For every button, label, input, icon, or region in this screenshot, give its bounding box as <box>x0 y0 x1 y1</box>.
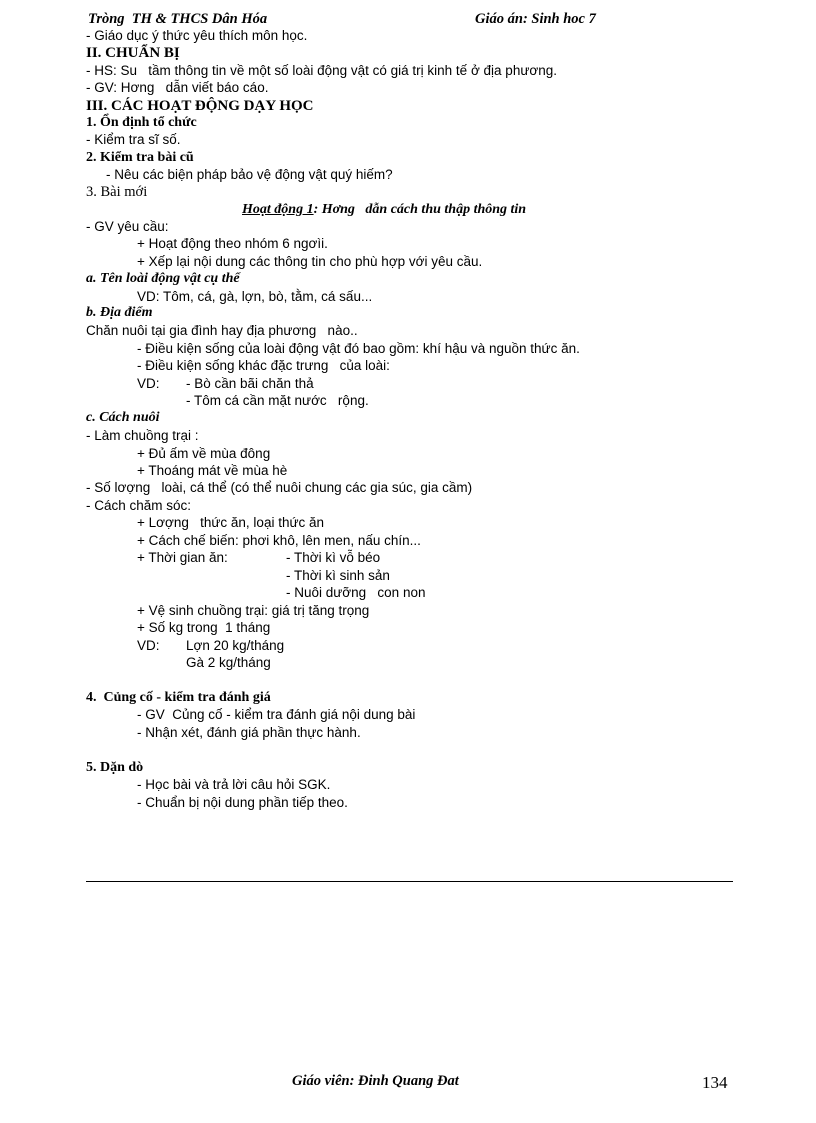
text-line: + Lơợng thức ăn, loại thức ăn <box>137 515 325 530</box>
text-line: - GV: Hơng dẫn viết báo cáo. <box>86 80 269 95</box>
text-line: - Cách chăm sóc: <box>86 498 192 513</box>
activity-title <box>242 201 526 218</box>
header-school: Tròng TH & THCS Dân Hóa <box>88 11 268 27</box>
text-line: - Số lơợng loài, cá thể (có thể nuôi chung các gia súc, gia cầm) <box>86 480 473 495</box>
text-line: - Thời kì vỗ béo <box>286 550 381 565</box>
text-line: + Thời gian ăn: <box>137 550 228 565</box>
subsection-heading: 4. Củng cố - kiểm tra đánh giá <box>86 690 271 705</box>
text-line: - Chuẩn bị nội dung phần tiếp theo. <box>137 795 348 810</box>
subsection-heading: 3. Bài mới <box>86 184 148 200</box>
text-line: VD: <box>137 638 160 653</box>
subsection-heading: 2. Kiểm tra bài cũ <box>86 150 194 165</box>
text-line: - GV Củng cố - kiểm tra đánh giá nội dung bài <box>137 707 416 722</box>
text-line: VD: Tôm, cá, gà, lợn, bò, tằm, cá sấu... <box>137 289 373 304</box>
text-line: Gà 2 kg/tháng <box>186 655 271 670</box>
text-line: Lợn 20 kg/tháng <box>186 638 285 653</box>
text-line: VD: <box>137 376 160 391</box>
text-line: + Thoáng mát về mùa hè <box>137 463 288 478</box>
text-line: - Thời kì sinh sản <box>286 568 390 583</box>
subsection-heading: 1. Ổn định tổ chức <box>86 115 197 130</box>
text-line: + Đủ ấm về mùa đông <box>137 446 271 461</box>
subsection-heading: 5. Dặn dò <box>86 760 144 775</box>
activity-title-rest: : Hơng dẫn cách thu thập thông tin <box>313 202 527 217</box>
text-line: - Nuôi dưỡng con non <box>286 585 426 600</box>
text-line: + Xếp lại nội dung các thông tin cho phù hợp với yêu cầu. <box>137 254 483 269</box>
text-line: - Giáo dục ý thức yêu thích môn học. <box>86 28 308 43</box>
footer-divider <box>86 881 733 882</box>
text-line: - Điều kiện sống khác đặc trưng của loài: <box>137 358 390 373</box>
text-line: - Học bài và trả lời câu hỏi SGK. <box>137 777 331 792</box>
text-line: Chăn nuôi tại gia đình hay địa phương nào.. <box>86 323 358 338</box>
text-line: - Tôm cá cần mặt nước rộng. <box>186 393 369 408</box>
activity-title-underlined: Hoạt động 1 <box>242 202 314 217</box>
text-line: + Hoạt động theo nhóm 6 ngơìi. <box>137 236 328 251</box>
text-line: - HS: Su tầm thông tin về một số loài động vật có giá trị kinh tế ở địa phương. <box>86 63 557 78</box>
text-line: - GV yêu cầu: <box>86 219 169 234</box>
page-number: 134 <box>702 1073 728 1092</box>
text-line: + Cách chế biến: phơi khô, lên men, nấu chín... <box>137 533 421 548</box>
subsection-heading: a. Tên loài động vật cụ thể <box>86 271 240 286</box>
text-line: - Bò cần bãi chăn thả <box>186 376 314 391</box>
footer-teacher: Giáo viên: Đinh Quang Đat <box>292 1073 459 1089</box>
subsection-heading: c. Cách nuôi <box>86 410 160 425</box>
section-heading: III. CÁC HOẠT ĐỘNG DẠY HỌC <box>86 98 314 114</box>
subsection-heading: b. Địa điểm <box>86 305 153 320</box>
text-line: - Nhận xét, đánh giá phần thực hành. <box>137 725 361 740</box>
text-line: - Làm chuồng trại : <box>86 428 199 443</box>
text-line: + Số kg trong 1 tháng <box>137 620 271 635</box>
section-heading: II. CHUẨN BỊ <box>86 45 180 61</box>
text-line: - Kiểm tra sĩ số. <box>86 132 181 147</box>
text-line: + Vệ sinh chuồng trại: giá trị tăng trọng <box>137 603 370 618</box>
text-line: - Nêu các biện pháp bảo vệ động vật quý hiếm? <box>106 167 393 182</box>
text-line: - Điều kiện sống của loài động vật đó bao gồm: khí hậu và nguồn thức ăn. <box>137 341 580 356</box>
header-subject: Giáo án: Sinh hoc 7 <box>475 11 596 27</box>
